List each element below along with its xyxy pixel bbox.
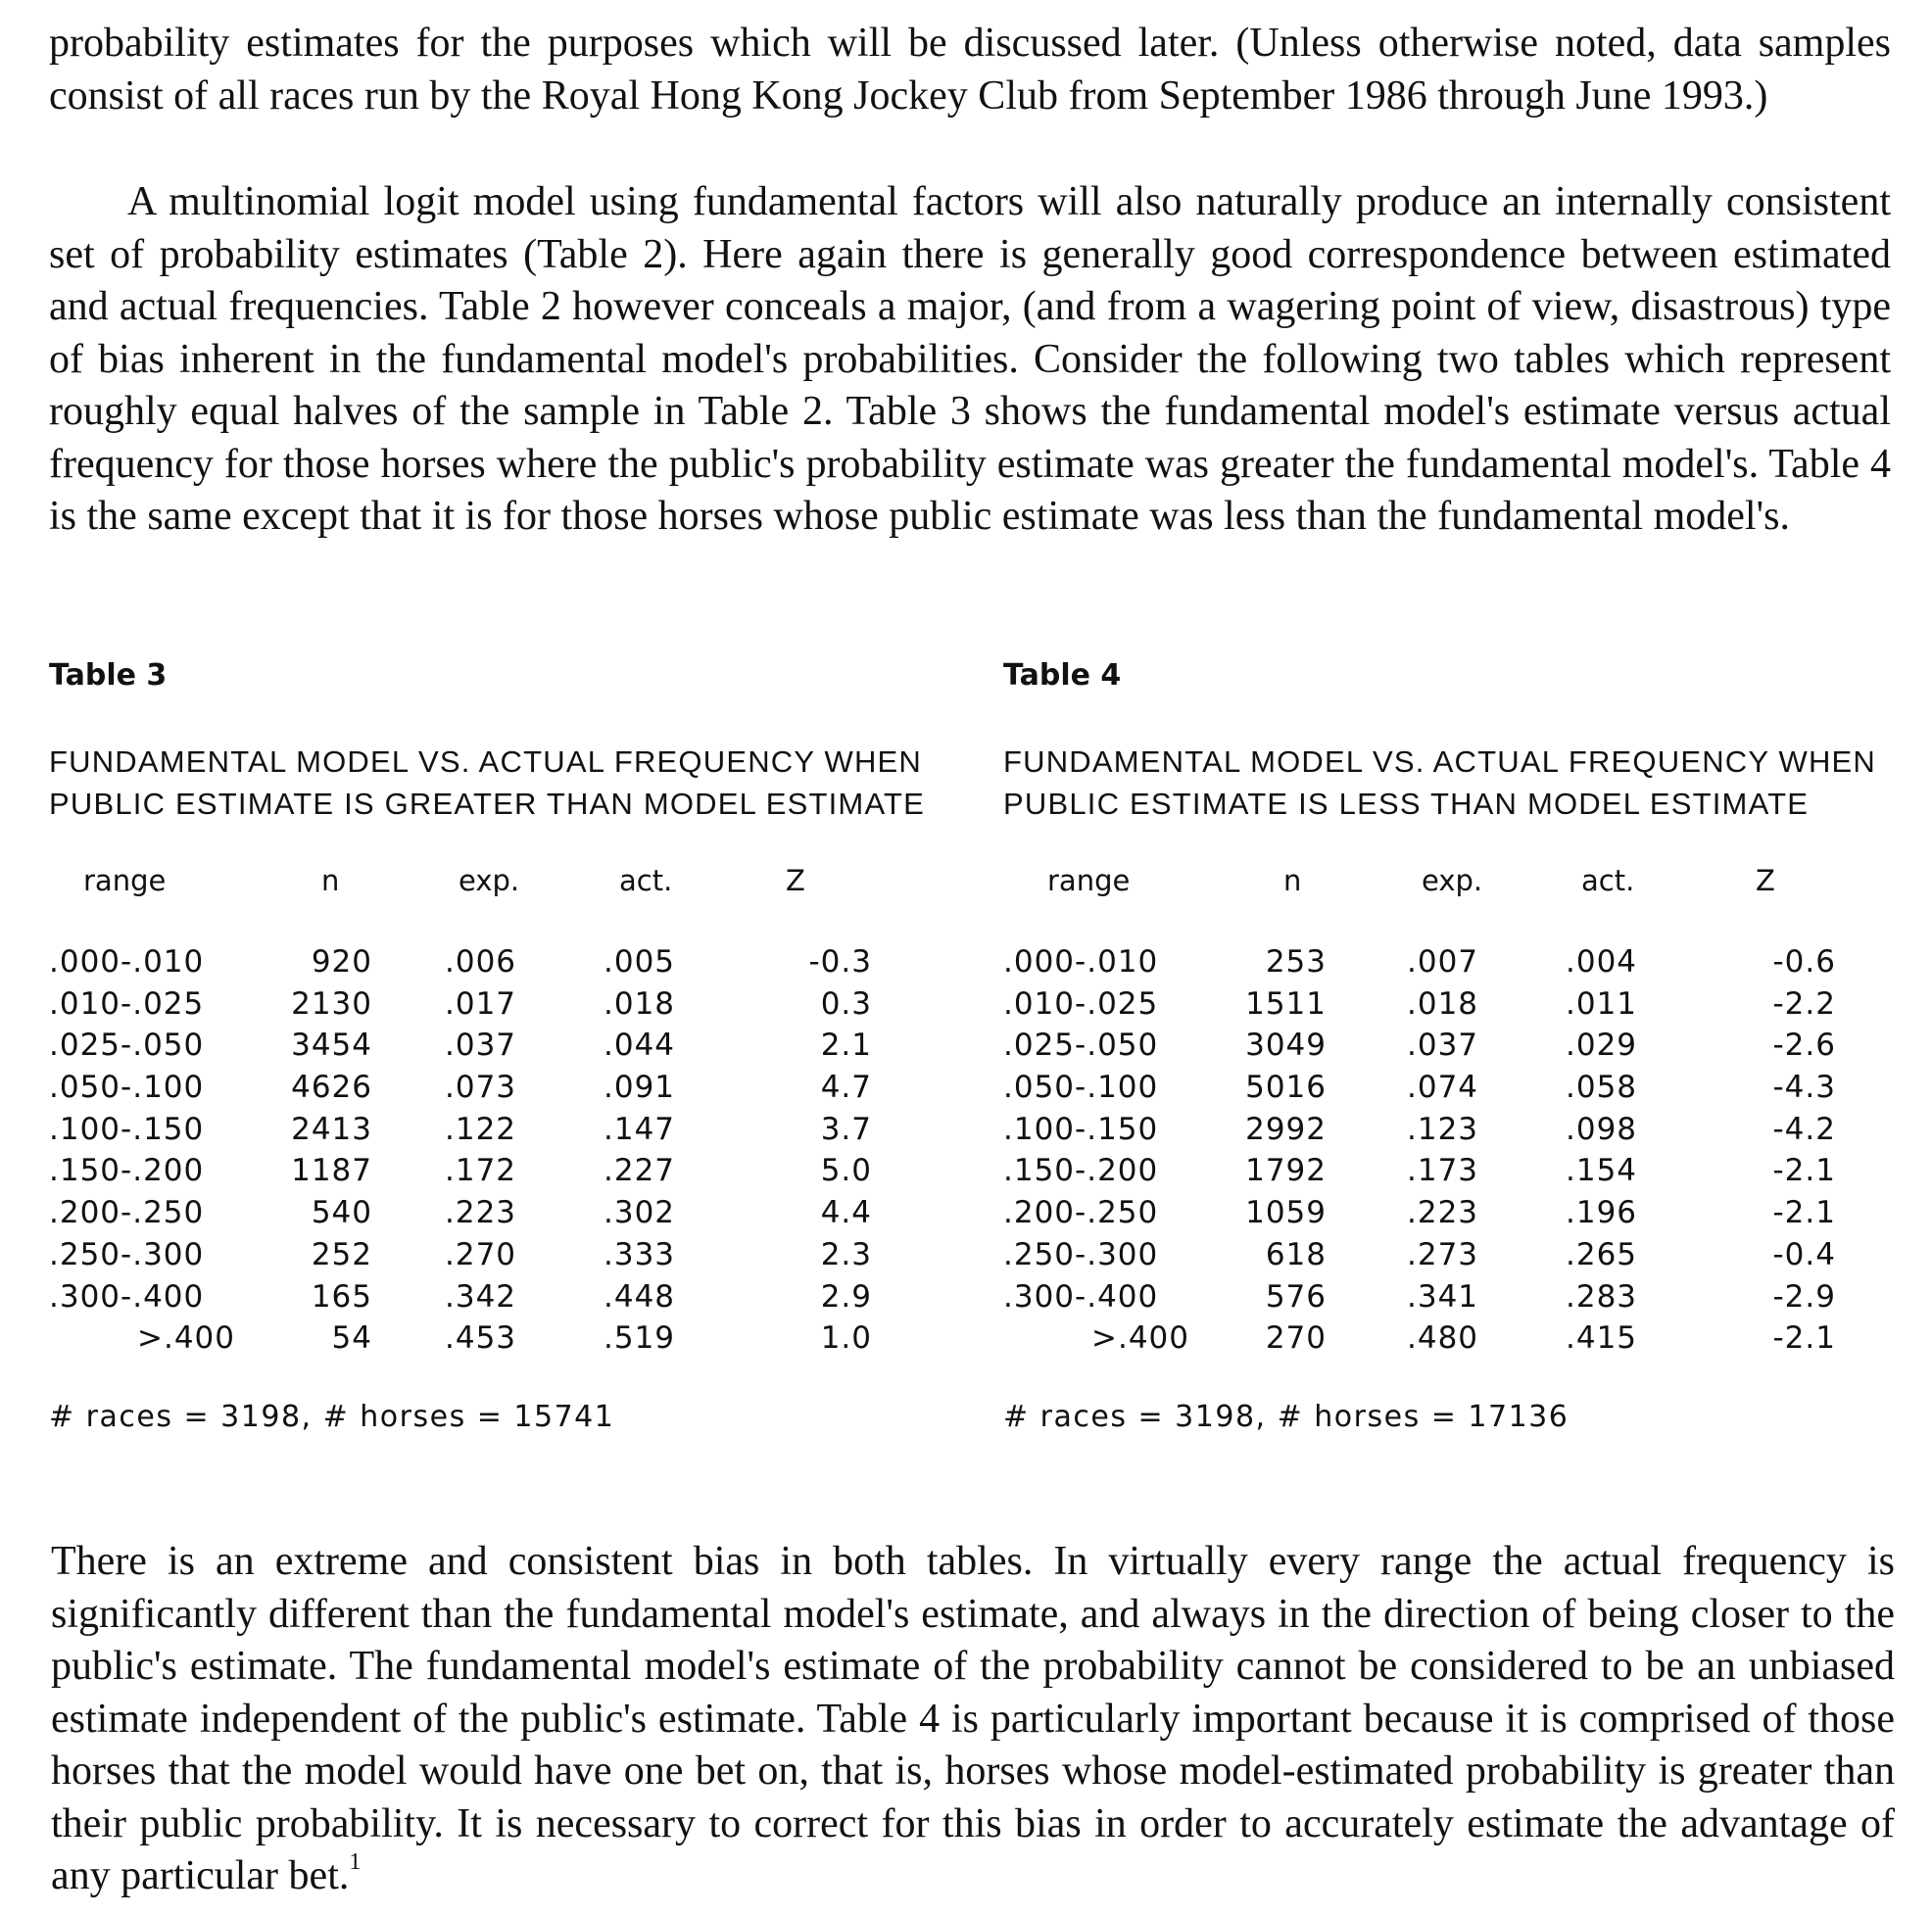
cell-act: .227: [604, 1153, 676, 1189]
column-header-range: range: [1047, 864, 1131, 897]
cell-exp: .480: [1407, 1320, 1479, 1357]
cell-range: >.400: [137, 1320, 235, 1357]
cell-act: .519: [604, 1320, 676, 1357]
cell-act: .265: [1566, 1236, 1638, 1272]
column-header-z: Z: [786, 864, 805, 897]
intro-paragraph: probability estimates for the purposes which will be discussed later. (Unless otherwise noted, data samples consist of all races run by the Royal Hong Kong Jockey Club from September 1986 through June 1993.): [49, 21, 1891, 119]
cell-act: .018: [604, 985, 676, 1022]
cell-z: 3.7: [820, 1111, 872, 1147]
cell-n: 1511: [1245, 985, 1327, 1022]
cell-act: .196: [1566, 1195, 1638, 1231]
column-header-exp: exp.: [1422, 864, 1483, 897]
cell-range: .250-.300: [49, 1236, 205, 1272]
table-3-header-row: [49, 864, 970, 907]
cell-z: 2.9: [820, 1278, 872, 1315]
cell-act: .098: [1566, 1111, 1638, 1147]
cell-n: 2992: [1245, 1111, 1327, 1147]
table-row: [1003, 944, 1924, 986]
cell-range: .010-.025: [49, 985, 205, 1022]
cell-exp: .007: [1407, 944, 1479, 980]
table-row: [1003, 1070, 1924, 1112]
table-4-header-row: [1003, 864, 1924, 907]
cell-exp: .223: [445, 1195, 517, 1231]
table-row: [49, 1279, 970, 1321]
cell-exp: .453: [445, 1320, 517, 1357]
cell-exp: .270: [445, 1236, 517, 1272]
column-header-act: act.: [619, 864, 673, 897]
table-4-body: [1003, 944, 1924, 1363]
table-row: [1003, 1237, 1924, 1279]
cell-n: 3454: [291, 1028, 372, 1064]
bias-description-paragraph: A multinomial logit model using fundamental factors will also naturally produce an internally consistent set of probability estimates (Table 2). Here again there is generally good correspondence between estimated and actual frequencies. Table 2 however conceals a major, (and from a wagering point of view, disastrous) type of bias inherent in the fundamental model's probabilities. Consider the following two tables which represent roughly equal halves of the sample in Table 2. Table 3 shows the fundamental model's estimate versus actual frequency for those horses where the public's probability estimate was greater the fundamental model's. Table 4 is the same except that it is for those horses whose public estimate was less than the fundamental model's.: [49, 179, 1891, 539]
cell-exp: .223: [1407, 1195, 1479, 1231]
table-row: [49, 986, 970, 1029]
table-row: [1003, 1279, 1924, 1321]
cell-n: 1187: [291, 1153, 372, 1189]
cell-exp: .123: [1407, 1111, 1479, 1147]
table-row: [1003, 986, 1924, 1029]
cell-exp: .273: [1407, 1236, 1479, 1272]
table-row: [1003, 1112, 1924, 1154]
cell-range: .050-.100: [49, 1070, 205, 1106]
cell-act: .029: [1566, 1028, 1638, 1064]
cell-range: .300-.400: [49, 1278, 205, 1315]
cell-n: 920: [311, 944, 372, 980]
cell-exp: .122: [445, 1111, 517, 1147]
column-header-act: act.: [1581, 864, 1635, 897]
cell-z: 2.3: [820, 1236, 872, 1272]
cell-z: -4.3: [1772, 1070, 1836, 1106]
cell-z: -0.6: [1772, 944, 1836, 980]
table-4-label: Table 4: [1003, 658, 1122, 693]
table-row: [49, 1070, 970, 1112]
cell-range: .100-.150: [1003, 1111, 1159, 1147]
cell-n: 165: [311, 1278, 372, 1315]
cell-z: 1.0: [820, 1320, 872, 1357]
cell-exp: .006: [445, 944, 517, 980]
table-3-label: Table 3: [49, 658, 168, 693]
cell-range: .200-.250: [1003, 1195, 1159, 1231]
column-header-z: Z: [1756, 864, 1775, 897]
cell-range: .025-.050: [49, 1028, 205, 1064]
cell-n: 2130: [291, 985, 372, 1022]
cell-range: .300-.400: [1003, 1278, 1159, 1315]
cell-exp: .017: [445, 985, 517, 1022]
cell-range: .050-.100: [1003, 1070, 1159, 1106]
cell-range: .150-.200: [49, 1153, 205, 1189]
cell-range: >.400: [1091, 1320, 1189, 1357]
table-row: [49, 1153, 970, 1195]
footnote-marker: 1: [349, 1849, 362, 1875]
cell-act: .058: [1566, 1070, 1638, 1106]
table-3-caption: FUNDAMENTAL MODEL VS. ACTUAL FREQUENCY WHEN PUBLIC ESTIMATE IS GREATER THAN MODEL ESTIMATE: [49, 744, 926, 821]
cell-n: 253: [1265, 944, 1327, 980]
cell-exp: .172: [445, 1153, 517, 1189]
cell-act: .333: [604, 1236, 676, 1272]
cell-n: 618: [1265, 1236, 1327, 1272]
cell-act: .147: [604, 1111, 676, 1147]
table-row: [49, 1028, 970, 1070]
cell-n: 270: [1265, 1320, 1327, 1357]
cell-act: .004: [1566, 944, 1638, 980]
cell-z: 4.7: [820, 1070, 872, 1106]
table-row: [1003, 1320, 1924, 1363]
cell-exp: .037: [1407, 1028, 1479, 1064]
cell-range: .000-.010: [1003, 944, 1159, 980]
cell-z: -0.4: [1772, 1236, 1836, 1272]
cell-range: .250-.300: [1003, 1236, 1159, 1272]
table-4-caption: FUNDAMENTAL MODEL VS. ACTUAL FREQUENCY WHEN PUBLIC ESTIMATE IS LESS THAN MODEL ESTIMATE: [1003, 744, 1877, 821]
cell-range: .200-.250: [49, 1195, 205, 1231]
cell-range: .150-.200: [1003, 1153, 1159, 1189]
cell-z: -2.1: [1772, 1153, 1836, 1189]
table-4: [1003, 658, 1924, 1434]
column-header-n: n: [321, 864, 340, 897]
cell-z: 0.3: [820, 985, 872, 1022]
cell-act: .415: [1566, 1320, 1638, 1357]
cell-z: -2.6: [1772, 1028, 1836, 1064]
cell-n: 4626: [291, 1070, 372, 1106]
table-row: [1003, 1153, 1924, 1195]
cell-exp: .037: [445, 1028, 517, 1064]
table-row: [49, 1320, 970, 1363]
table-row: [49, 944, 970, 986]
cell-range: .000-.010: [49, 944, 205, 980]
table-row: [1003, 1028, 1924, 1070]
cell-n: 5016: [1245, 1070, 1327, 1106]
cell-z: -4.2: [1772, 1111, 1836, 1147]
cell-act: .011: [1566, 985, 1638, 1022]
conclusion-text: There is an extreme and consistent bias in both tables. In virtually every range the actual frequency is significantly different than the fundamental model's estimate, and always in the direction of being closer to the public's estimate. The fundamental model's estimate of the probability cannot be considered to be an unbiased estimate independent of the public's estimate. Table 4 is particularly important because it is comprised of those horses that the model would have one bet on, that is, horses whose model-estimated probability is greater than their public probability. It is necessary to correct for this bias in order to accurately estimate the advantage of any particular bet.: [51, 1539, 1895, 1898]
conclusion-paragraph: [51, 1536, 1895, 1903]
cell-exp: .342: [445, 1278, 517, 1315]
table-4-summary: # races = 3198, # horses = 17136: [1003, 1399, 1570, 1434]
cell-z: -2.2: [1772, 985, 1836, 1022]
cell-n: 2413: [291, 1111, 372, 1147]
cell-act: .091: [604, 1070, 676, 1106]
table-row: [1003, 1195, 1924, 1237]
cell-act: .044: [604, 1028, 676, 1064]
cell-n: 3049: [1245, 1028, 1327, 1064]
table-row: [49, 1195, 970, 1237]
cell-n: 54: [331, 1320, 372, 1357]
column-header-range: range: [83, 864, 167, 897]
table-row: [49, 1112, 970, 1154]
cell-act: .448: [604, 1278, 676, 1315]
cell-z: -2.1: [1772, 1320, 1836, 1357]
cell-exp: .074: [1407, 1070, 1479, 1106]
cell-z: -0.3: [808, 944, 872, 980]
cell-z: 2.1: [820, 1028, 872, 1064]
column-header-n: n: [1283, 864, 1302, 897]
table-3: [49, 658, 970, 1434]
cell-exp: .173: [1407, 1153, 1479, 1189]
cell-n: 540: [311, 1195, 372, 1231]
cell-exp: .073: [445, 1070, 517, 1106]
cell-z: -2.9: [1772, 1278, 1836, 1315]
table-row: [49, 1237, 970, 1279]
cell-n: 1059: [1245, 1195, 1327, 1231]
cell-act: .283: [1566, 1278, 1638, 1315]
cell-act: .005: [604, 944, 676, 980]
table-3-body: [49, 944, 970, 1363]
cell-z: 4.4: [820, 1195, 872, 1231]
cell-act: .154: [1566, 1153, 1638, 1189]
cell-range: .100-.150: [49, 1111, 205, 1147]
cell-act: .302: [604, 1195, 676, 1231]
cell-range: .010-.025: [1003, 985, 1159, 1022]
cell-n: 576: [1265, 1278, 1327, 1315]
cell-exp: .018: [1407, 985, 1479, 1022]
cell-n: 1792: [1245, 1153, 1327, 1189]
column-header-exp: exp.: [459, 864, 520, 897]
cell-z: -2.1: [1772, 1195, 1836, 1231]
cell-z: 5.0: [820, 1153, 872, 1189]
table-3-summary: # races = 3198, # horses = 15741: [49, 1399, 615, 1434]
cell-range: .025-.050: [1003, 1028, 1159, 1064]
cell-exp: .341: [1407, 1278, 1479, 1315]
cell-n: 252: [311, 1236, 372, 1272]
